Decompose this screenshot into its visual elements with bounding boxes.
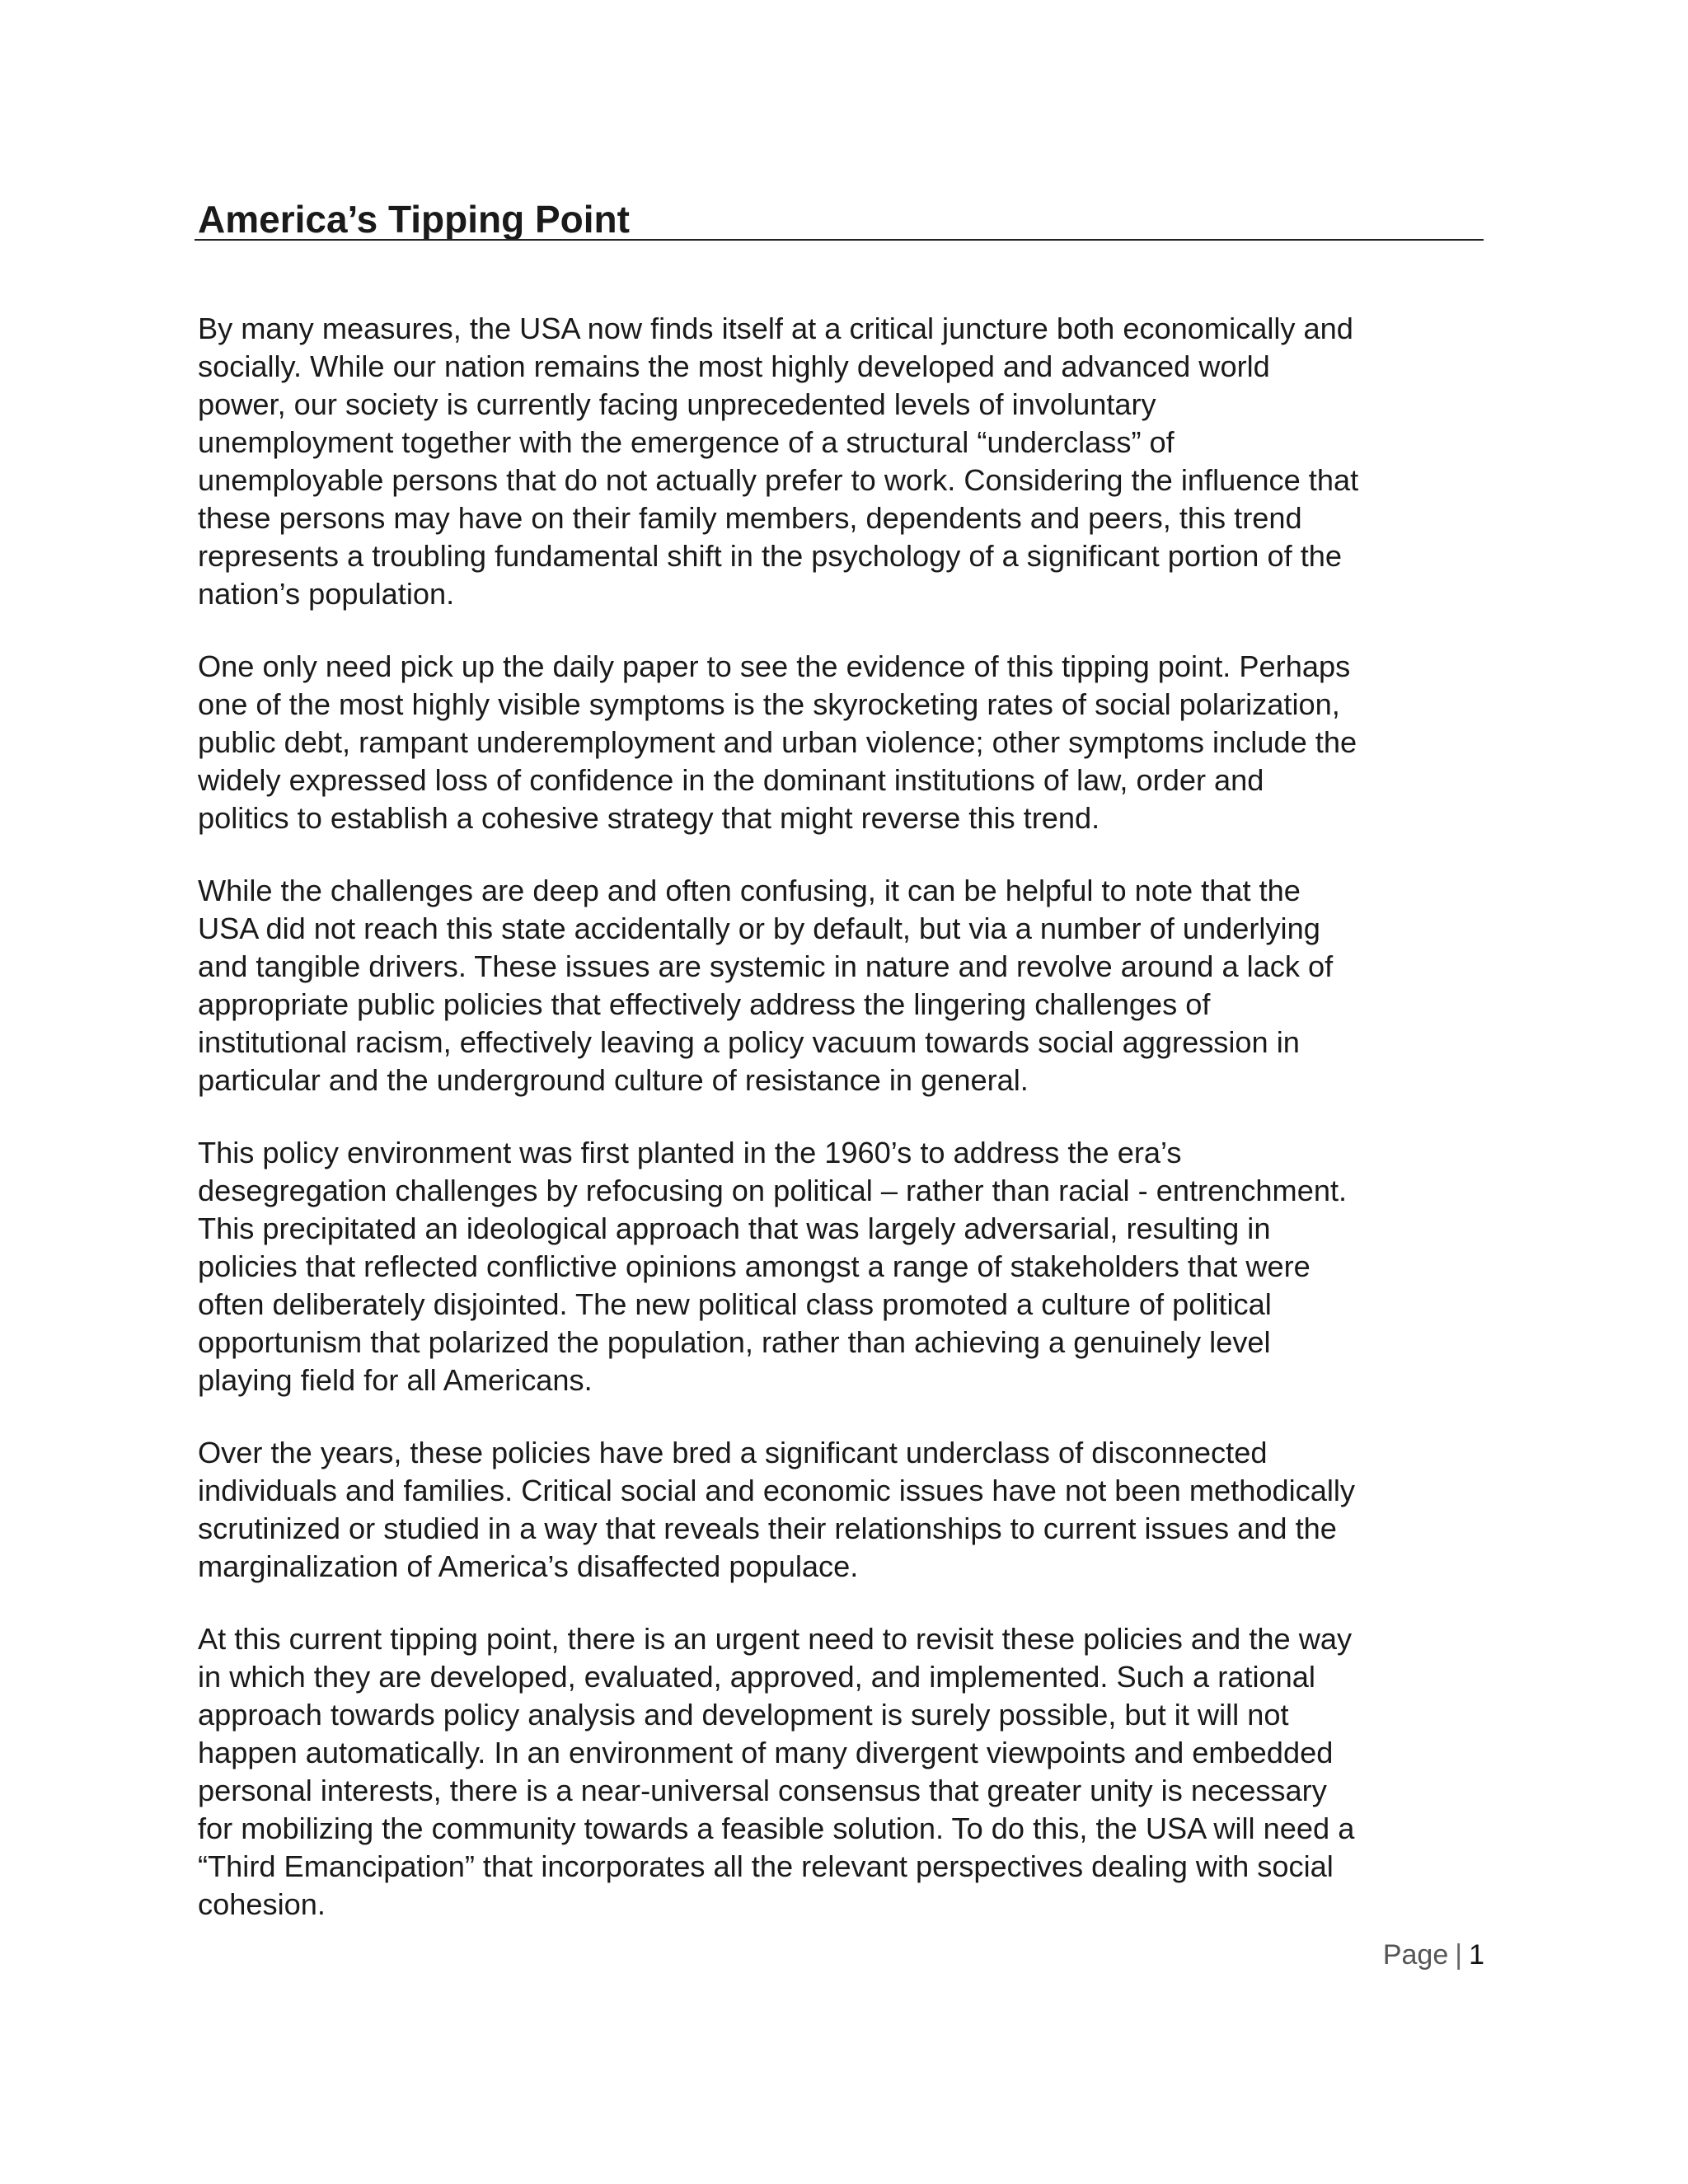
text-line: in which they are developed, evaluated, approved, and implemented. Such a rational (198, 1660, 1315, 1694)
text-line: policies that reflected conflictive opinions amongst a range of stakeholders that were (198, 1249, 1311, 1283)
text-line: power, our society is currently facing unprecedented levels of involuntary (198, 387, 1156, 421)
paragraph-4 (198, 1134, 1492, 1399)
text-line: This precipitated an ideological approach that was largely adversarial, resulting in (198, 1212, 1271, 1245)
paragraph-1 (198, 310, 1492, 613)
document-body (198, 310, 1492, 1958)
paragraph-2 (198, 648, 1492, 837)
text-line: Over the years, these policies have bred a significant underclass of disconnected (198, 1436, 1268, 1469)
page-footer (1383, 1937, 1484, 1973)
text-line: playing field for all Americans. (198, 1363, 593, 1397)
text-line: personal interests, there is a near-universal consensus that greater unity is necessary (198, 1774, 1327, 1807)
text-line: This policy environment was first planted in the 1960’s to address the era’s (198, 1136, 1182, 1169)
text-line: often deliberately disjointed. The new political class promoted a culture of political (198, 1287, 1272, 1321)
text-line: opportunism that polarized the population, rather than achieving a genuinely level (198, 1325, 1271, 1359)
text-line: happen automatically. In an environment of many divergent viewpoints and embedded (198, 1736, 1334, 1769)
text-line: widely expressed loss of confidence in the dominant institutions of law, order and (198, 763, 1264, 797)
page-title: America’s Tipping Point (198, 198, 630, 241)
text-line: for mobilizing the community towards a feasible solution. To do this, the USA will need a (198, 1811, 1355, 1845)
paragraph-6 (198, 1620, 1492, 1924)
text-line: unemployment together with the emergence of a structural “underclass” of (198, 425, 1175, 459)
text-line: unemployable persons that do not actually prefer to work. Considering the influence that (198, 463, 1359, 497)
text-line: nation’s population. (198, 577, 455, 611)
text-line: At this current tipping point, there is an urgent need to revisit these policies and the way (198, 1622, 1353, 1656)
text-line: socially. While our nation remains the most highly developed and advanced world (198, 349, 1270, 383)
text-line: marginalization of America’s disaffected populace. (198, 1549, 859, 1583)
page-separator: | (1455, 1939, 1463, 1971)
page-number: 1 (1469, 1939, 1484, 1971)
text-line: particular and the underground culture of resistance in general. (198, 1063, 1029, 1097)
text-line: scrutinized or studied in a way that reveals their relationships to current issues and the (198, 1511, 1337, 1545)
text-line: and tangible drivers. These issues are systemic in nature and revolve around a lack of (198, 949, 1334, 983)
paragraph-3 (198, 872, 1492, 1099)
text-line: these persons may have on their family members, dependents and peers, this trend (198, 501, 1302, 535)
text-line: While the challenges are deep and often confusing, it can be helpful to note that the (198, 874, 1301, 907)
text-line: appropriate public policies that effectively address the lingering challenges of (198, 987, 1211, 1021)
text-line: politics to establish a cohesive strategy that might reverse this trend. (198, 801, 1100, 835)
text-line: “Third Emancipation” that incorporates all the relevant perspectives dealing with social (198, 1849, 1334, 1883)
text-line: represents a troubling fundamental shift in the psychology of a significant portion of the (198, 539, 1343, 573)
text-line: approach towards policy analysis and development is surely possible, but it will not (198, 1698, 1289, 1732)
text-line: one of the most highly visible symptoms is the skyrocketing rates of social polarization, (198, 687, 1340, 721)
text-line: public debt, rampant underemployment and urban violence; other symptoms include the (198, 725, 1357, 759)
text-line: By many measures, the USA now finds itself at a critical juncture both economically and (198, 312, 1353, 345)
paragraph-5 (198, 1434, 1492, 1586)
text-line: One only need pick up the daily paper to see the evidence of this tipping point. Perhaps (198, 649, 1351, 683)
page-label: Page (1382, 1939, 1449, 1971)
text-line: desegregation challenges by refocusing on political – rather than racial - entrenchment. (198, 1174, 1348, 1207)
text-line: institutional racism, effectively leaving a policy vacuum towards social aggression in (198, 1025, 1300, 1059)
text-line: USA did not reach this state accidentally or by default, but via a number of underlying (198, 912, 1320, 945)
text-line: individuals and families. Critical social and economic issues have not been methodically (198, 1474, 1355, 1507)
text-line: cohesion. (198, 1887, 326, 1921)
title-underline (195, 239, 1484, 241)
